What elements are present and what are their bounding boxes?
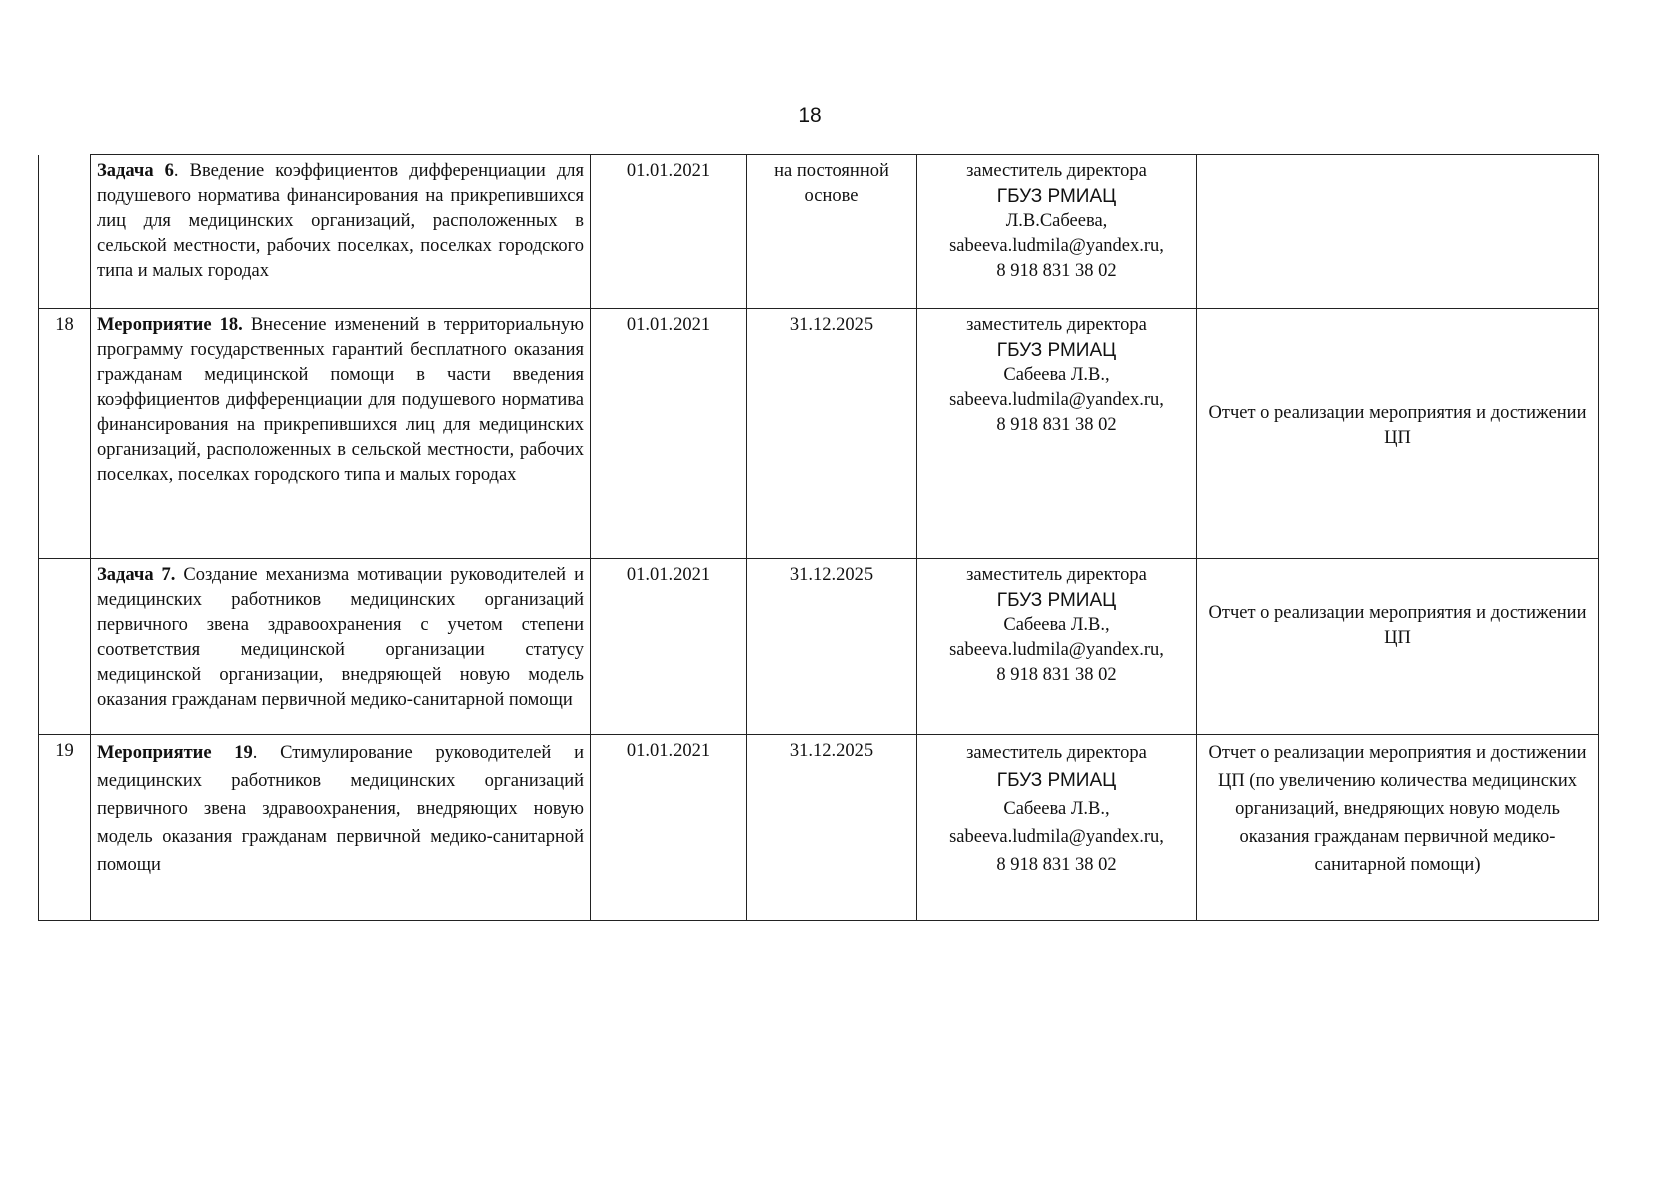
responsible-email: sabeeva.ludmila@yandex.ru,: [949, 827, 1164, 847]
row-text: . Введение коэффициентов дифференциации для подушевого норматива финансирования на прикрепившихся лиц для медицинских организаций, расположенных в сельской местности, рабочих поселках, поселках городского типа и малых городах: [97, 161, 584, 281]
row-number: 18: [39, 309, 91, 559]
row-number: 19: [39, 735, 91, 921]
result-cell: [1197, 559, 1599, 735]
responsible-name: Сабеева Л.В.,: [1003, 365, 1110, 385]
start-date: 01.01.2021: [591, 735, 747, 921]
responsible-cell: [917, 309, 1197, 559]
start-date: 01.01.2021: [591, 559, 747, 735]
row-description: [91, 559, 591, 735]
row-text: . Стимулирование руководителей и медицинских работников медицинских организаций первичного звена здравоохранения, внедряющих новую модель оказания гражданам первичной медико-санитарной помощи: [97, 743, 584, 875]
table-row: [39, 735, 1599, 921]
start-date: 01.01.2021: [591, 309, 747, 559]
responsible-role: заместитель директора: [966, 565, 1147, 585]
responsible-role: заместитель директора: [966, 315, 1147, 335]
row-number: [39, 155, 91, 309]
responsible-org: ГБУЗ РМИАЦ: [996, 770, 1117, 791]
end-date: на постоянной основе: [747, 155, 917, 309]
result-text: Отчет о реализации мероприятия и достижении ЦП: [1208, 403, 1587, 448]
responsible-email: sabeeva.ludmila@yandex.ru,: [949, 640, 1164, 660]
result-cell: [1197, 155, 1599, 309]
responsible-email: sabeeva.ludmila@yandex.ru,: [949, 390, 1164, 410]
row-title: Мероприятие 19: [97, 743, 253, 763]
responsible-role: заместитель директора: [966, 743, 1147, 763]
responsible-name: Сабеева Л.В.,: [1003, 615, 1110, 635]
activities-table: [38, 154, 1599, 921]
responsible-name: Сабеева Л.В.,: [1003, 799, 1110, 819]
row-title: Задача 6: [97, 161, 174, 181]
result-cell: [1197, 309, 1599, 559]
page-number: 18: [798, 104, 822, 127]
row-title: Задача 7.: [97, 565, 176, 585]
row-description: [91, 309, 591, 559]
row-text: Создание механизма мотивации руководителей и медицинских работников медицинских организаций первичного звена здравоохранения с учетом степени соответствия медицинской организации статусу медицинской организации, внедряющей новую модель оказания гражданам первичной медико-санитарной помощи: [97, 565, 584, 710]
end-date: 31.12.2025: [747, 559, 917, 735]
responsible-cell: [917, 559, 1197, 735]
responsible-email: sabeeva.ludmila@yandex.ru,: [949, 236, 1164, 256]
responsible-name: Л.В.Сабеева,: [1005, 211, 1108, 231]
responsible-phone: 8 918 831 38 02: [996, 855, 1117, 875]
responsible-org: ГБУЗ РМИАЦ: [996, 186, 1117, 207]
responsible-cell: [917, 735, 1197, 921]
result-cell: Отчет о реализации мероприятия и достижении ЦП (по увеличению количества медицинских организаций, внедряющих новую модель оказания гражданам первичной медико-санитарной помощи): [1197, 735, 1599, 921]
responsible-phone: 8 918 831 38 02: [996, 665, 1117, 685]
row-title: Мероприятие 18.: [97, 315, 243, 335]
end-date: 31.12.2025: [747, 309, 917, 559]
row-number: [39, 559, 91, 735]
responsible-role: заместитель директора: [966, 161, 1147, 181]
table-row: [39, 155, 1599, 309]
table-row: [39, 309, 1599, 559]
row-text: Внесение изменений в территориальную программу государственных гарантий бесплатного оказания гражданам медицинской помощи в части введения коэффициентов дифференциации для подушевого норматива финансирования на прикрепившихся лиц для медицинских организаций, расположенных в сельской местности, рабочих поселках, поселках городского типа и малых городах: [97, 315, 584, 485]
row-description: [91, 735, 591, 921]
responsible-org: ГБУЗ РМИАЦ: [996, 340, 1117, 361]
responsible-org: ГБУЗ РМИАЦ: [996, 590, 1117, 611]
table-row: [39, 559, 1599, 735]
result-text: Отчет о реализации мероприятия и достижении ЦП: [1208, 603, 1587, 648]
responsible-phone: 8 918 831 38 02: [996, 261, 1117, 281]
row-description: [91, 155, 591, 309]
responsible-phone: 8 918 831 38 02: [996, 415, 1117, 435]
responsible-cell: [917, 155, 1197, 309]
start-date: 01.01.2021: [591, 155, 747, 309]
end-date: 31.12.2025: [747, 735, 917, 921]
